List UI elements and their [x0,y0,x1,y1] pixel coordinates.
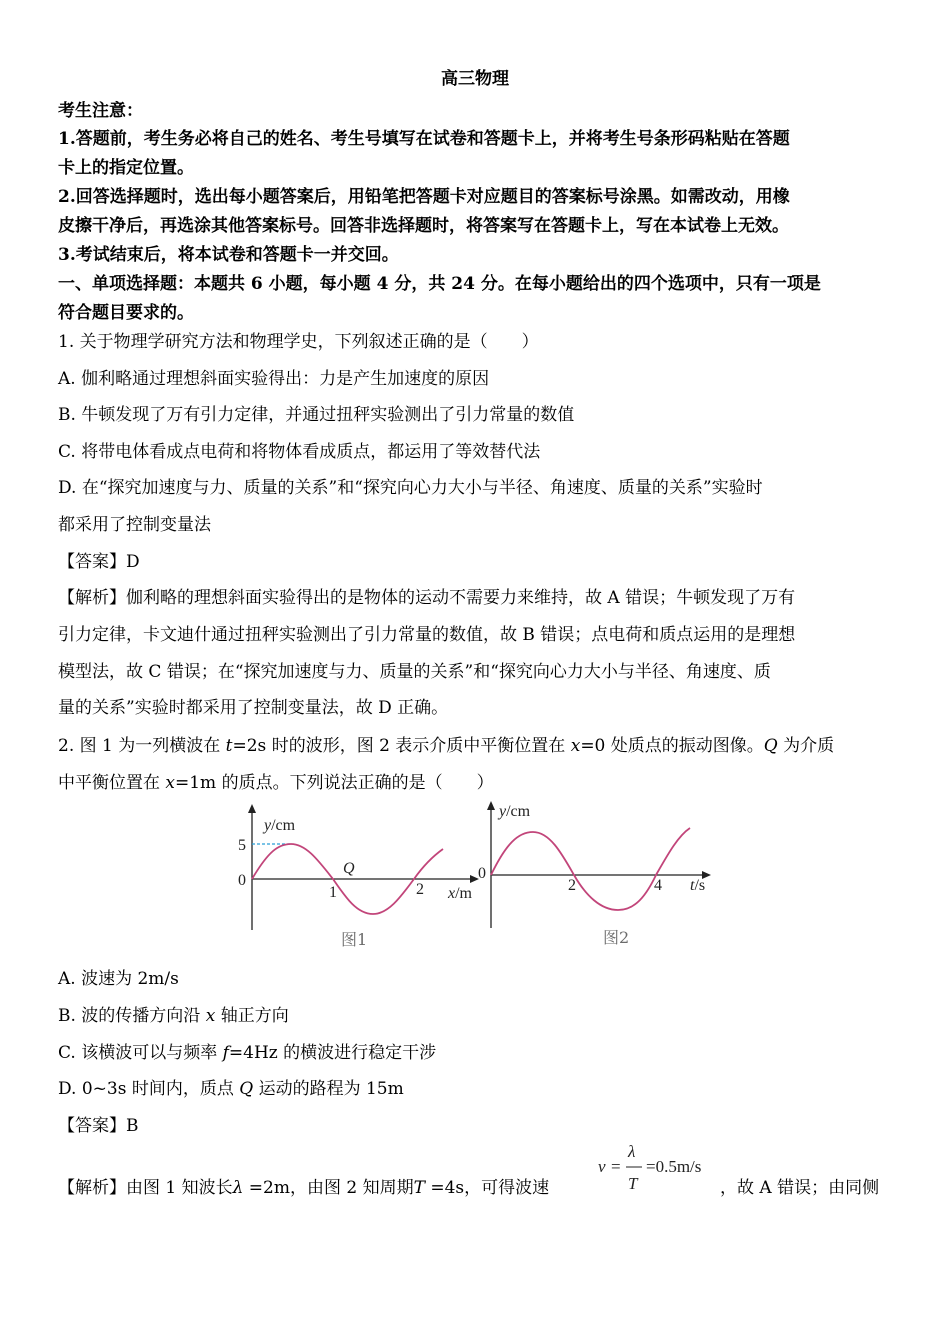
var-q: Q [239,1079,254,1099]
text: D. 0~3s 时间内，质点 [58,1079,240,1099]
q1-option-d-a: D. 在“探究加速度与力、质量的关系”和“探究向心力大小与半径、角速度、质量的关系”实验时 [58,478,763,498]
q2-answer: 【答案】B [58,1116,139,1136]
var-x: x [165,773,175,793]
notice-item-2a: 2.回答选择题时，选出每小题答案后，用铅笔把答题卡对应题目的答案标号涂黑。如需改动，用橡 [58,187,790,207]
text: 2. 图 1 为一列横波在 [58,736,226,756]
q2-option-c [58,1038,436,1063]
notice-heading: 考生注意： [58,101,143,121]
q2-stem-a [58,731,834,756]
q1-option-a: A. 伽利略通过理想斜面实验得出：力是产生加速度的原因 [58,369,490,389]
formula-numerator: λ [628,1142,636,1161]
q1-answer: 【答案】D [58,552,140,572]
y-label: y/cm [264,817,296,834]
tick-2: 2 [568,877,576,894]
y-axis-arrow [487,801,495,810]
figure-1-caption: 图1 [341,930,368,949]
y-label: y/cm [499,803,531,820]
text: 【解析】由图 1 知波长 [58,1178,233,1198]
q2-stem-b [58,768,494,793]
q1-option-c: C. 将带电体看成点电荷和将物体看成质点，都运用了等效替代法 [58,442,541,462]
text: =2s 时的波形，图 2 表示介质中平衡位置在 [232,736,571,756]
q1-option-d-b: 都采用了控制变量法 [58,515,211,535]
var-t: t [225,736,233,756]
notice-item-2b: 皮擦干净后，再选涂其他答案标号。回答非选择题时，将答案写在答题卡上，写在本试卷上无效。 [58,216,789,236]
text: =4Hz 的横波进行稳定干涉 [228,1043,437,1063]
figure-1-wave-graph [230,800,480,950]
text: =0 处质点的振动图像。 [580,736,764,756]
section-heading-a: 一、单项选择题：本题共 6 小题，每小题 4 分，共 24 分。在每小题给出的四个选项中，只有一项是 [58,274,821,294]
formula-equals: = [611,1157,621,1176]
figure-2-vibration-graph [472,796,722,951]
text: C. 该横波可以与频率 [58,1043,223,1063]
notice-item-1a: 1.答题前，考生务必将自己的姓名、考生号填写在试卷和答题卡上，并将考生号条形码粘贴在答题 [58,129,790,149]
t-label: t/s [690,877,706,894]
tick-0: 0 [238,872,246,889]
text: 为介质 [777,736,835,756]
figure-2-caption: 图2 [603,928,630,947]
section-heading-b: 符合题目要求的。 [58,303,194,323]
var-q: Q [763,736,778,756]
text: 轴正方向 [215,1006,289,1026]
q2-option-a: A. 波速为 2m/s [58,969,179,989]
q1-option-b: B. 牛顿发现了万有引力定律，并通过扭秤实验测出了引力常量的数值 [58,405,575,425]
var-f: f [222,1043,229,1063]
q2-option-b [58,1001,289,1026]
formula-denominator: T [628,1174,638,1193]
y-axis-arrow [248,804,256,813]
text: =1m 的质点。下列说法正确的是（ ） [175,773,494,793]
vibration-curve [491,828,690,910]
q2-option-d [58,1074,404,1099]
tick-1: 1 [329,884,337,901]
text: =2m，由图 2 知周期 [243,1178,414,1198]
tick-2: 2 [416,881,424,898]
q2-explanation-tail: ，故 A 错误；由同侧 [720,1178,880,1198]
q1-stem: 1. 关于物理学研究方法和物理学史，下列叙述正确的是（ ） [58,332,539,352]
formula-v: v [598,1157,606,1176]
velocity-formula [594,1140,720,1198]
q1-explanation-a: 【解析】伽利略的理想斜面实验得出的是物体的运动不需要力来维持，故 A 错误；牛顿发现了万有 [58,588,796,608]
tick-5: 5 [238,837,246,854]
q1-explanation-c: 模型法，故 C 错误；在“探究加速度与力、质量的关系”和“探究向心力大小与半径、角速度、质 [58,662,771,682]
text: 中平衡位置在 [58,773,166,793]
x-label: x/m [448,885,472,902]
q1-explanation-b: 引力定律，卡文迪什通过扭秤实验测出了引力常量的数值，故 B 错误；点电荷和质点运用的是理想 [58,625,796,645]
notice-item-1b: 卡上的指定位置。 [58,158,194,178]
text: 运动的路程为 15m [253,1079,404,1099]
formula-result: =0.5m/s [646,1157,702,1176]
page-title: 高三物理 [441,69,509,89]
tick-4: 4 [654,877,662,894]
var-lambda: λ [232,1178,244,1198]
q1-explanation-d: 量的关系”实验时都采用了控制变量法，故 D 正确。 [58,698,449,718]
var-t: T [413,1178,425,1198]
var-x: x [205,1006,216,1026]
var-x: x [570,736,581,756]
point-q-label: Q [343,860,355,877]
notice-item-3: 3.考试结束后，将本试卷和答题卡一并交回。 [58,245,399,265]
text: B. 波的传播方向沿 [58,1006,206,1026]
q2-explanation [58,1173,549,1198]
text: =4s，可得波速 [424,1178,550,1198]
tick-0: 0 [478,865,486,882]
